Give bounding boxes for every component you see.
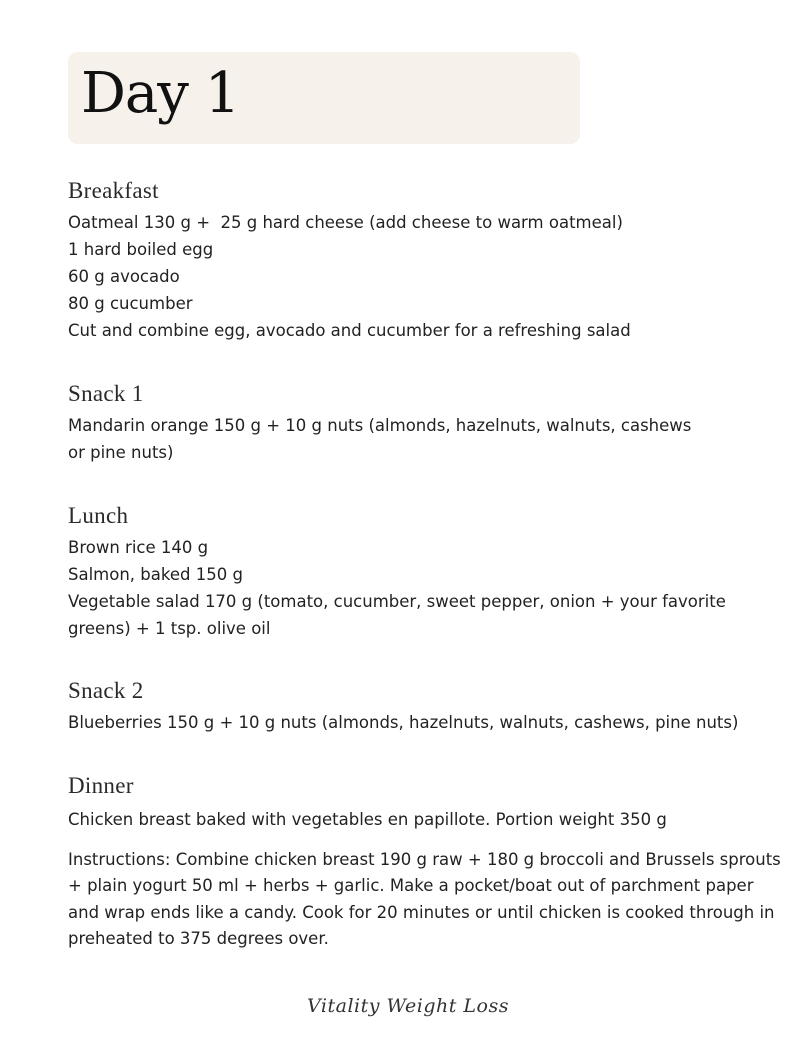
breakfast-section <box>68 178 783 344</box>
dinner-summary: Chicken breast baked with vegetables en papillote. Portion weight 350 g <box>68 810 667 829</box>
lunch-line: Salmon, baked 150 g <box>68 565 243 584</box>
breakfast-line: 60 g avocado <box>68 267 180 286</box>
snack2-heading: Snack 2 <box>68 678 144 703</box>
title-box <box>68 52 580 144</box>
lunch-line: Brown rice 140 g <box>68 538 209 557</box>
dinner-instructions: Instructions: Combine chicken breast 190 g raw + 180 g broccoli and Brussels sprouts + plain yogurt 50 ml + herbs + garlic. Make a pocket/boat out of parchment paper and wrap ends like a candy. Cook for 20 minutes or until chicken is cooked through in preheated to 375 degrees over. <box>68 849 781 948</box>
page-title: Day 1 <box>81 61 240 126</box>
lunch-heading: Lunch <box>68 503 129 528</box>
breakfast-line: 80 g cucumber <box>68 294 193 313</box>
dinner-section <box>68 773 783 953</box>
snack1-line: or pine nuts) <box>68 443 174 462</box>
breakfast-line: Cut and combine egg, avocado and cucumber for a refreshing salad <box>68 321 631 340</box>
lunch-line: Vegetable salad 170 g (tomato, cucumber, sweet pepper, onion + your favorite <box>68 592 726 611</box>
snack1-section <box>68 381 783 466</box>
snack2-section <box>68 678 783 736</box>
snack2-line: Blueberries 150 g + 10 g nuts (almonds, hazelnuts, walnuts, cashews, pine nuts) <box>68 713 739 732</box>
dinner-heading: Dinner <box>68 773 134 798</box>
lunch-section <box>68 503 783 642</box>
snack1-heading: Snack 1 <box>68 381 144 406</box>
brand-signature: Vitality Weight Loss <box>307 995 509 1017</box>
snack1-line: Mandarin orange 150 g + 10 g nuts (almonds, hazelnuts, walnuts, cashews <box>68 416 692 435</box>
breakfast-heading: Breakfast <box>68 178 159 203</box>
breakfast-line: Oatmeal 130 g + 25 g hard cheese (add cheese to warm oatmeal) <box>68 213 623 232</box>
breakfast-line: 1 hard boiled egg <box>68 240 214 259</box>
lunch-line: greens) + 1 tsp. olive oil <box>68 619 271 638</box>
